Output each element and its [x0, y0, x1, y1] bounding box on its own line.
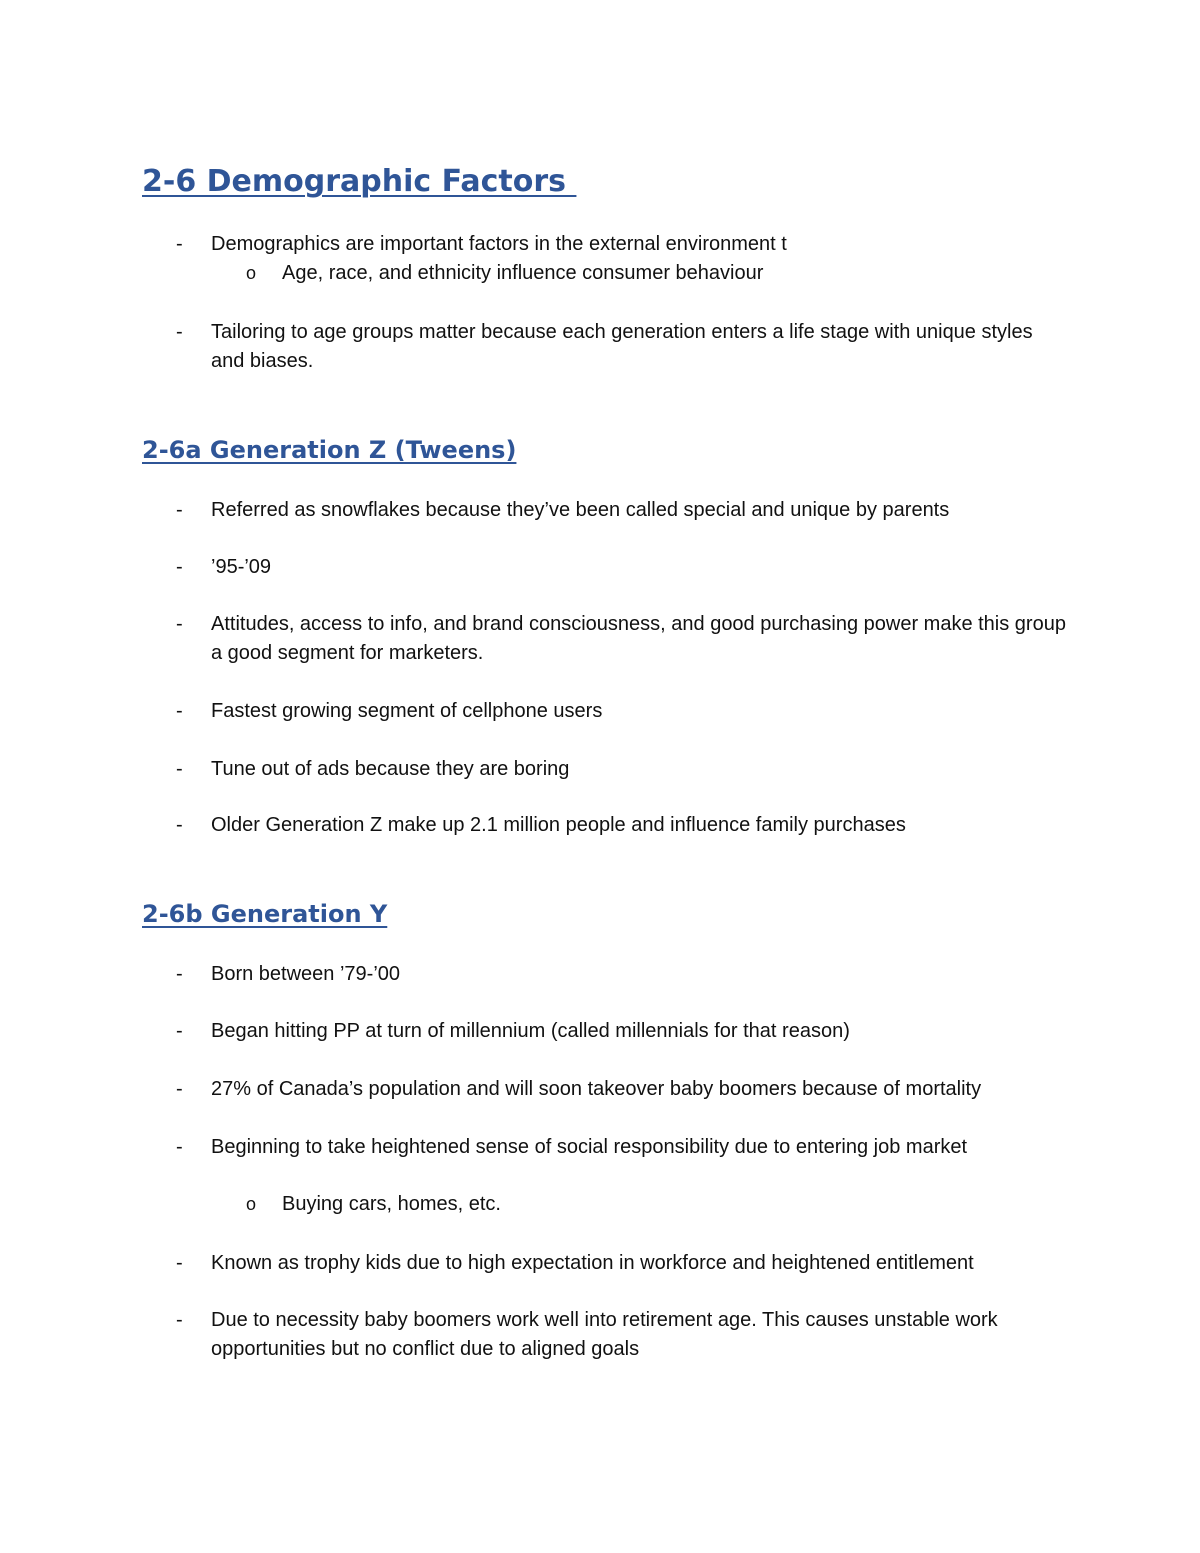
bullet-marker: - [176, 1309, 183, 1331]
heading-generation-z: 2-6a Generation Z (Tweens) [142, 436, 517, 464]
list-item-text: ’95-’09 [211, 556, 272, 578]
sub-bullet-marker: o [246, 1194, 257, 1214]
list-item-text: Beginning to take heightened sense of social responsibility due to entering job market [211, 1136, 968, 1158]
sub-list-item-text: Age, race, and ethnicity influence consumer behaviour [282, 262, 764, 284]
list-item-text: Due to necessity baby boomers work well into retirement age. This causes unstable work opportunities but no conflict due to aligned goals [211, 1309, 998, 1360]
bullet-marker: - [176, 758, 183, 780]
bullet-marker: - [176, 1078, 183, 1100]
heading-demographic-factors: 2-6 Demographic Factors [142, 164, 577, 199]
bullet-marker: - [176, 1136, 183, 1158]
bullet-marker: - [176, 963, 183, 985]
list-item-text: Born between ’79-’00 [211, 963, 401, 985]
heading-generation-y: 2-6b Generation Y [142, 900, 388, 928]
bullet-marker: - [176, 1020, 183, 1042]
bullet-marker: - [176, 613, 183, 635]
list-item-text: Referred as snowflakes because they’ve been called special and unique by parents [211, 499, 950, 521]
list-item-text: Tune out of ads because they are boring [211, 758, 570, 780]
bullet-marker: - [176, 556, 183, 578]
bullet-marker: - [176, 499, 183, 521]
bullet-marker: - [176, 700, 183, 722]
bullet-marker: - [176, 814, 183, 836]
list-item-text: Tailoring to age groups matter because each generation enters a life stage with unique styles and biases. [211, 321, 1033, 372]
list-item-text: 27% of Canada’s population and will soon takeover baby boomers because of mortality [211, 1078, 982, 1100]
list-item-text: Attitudes, access to info, and brand consciousness, and good purchasing power make this group a good segment for marketers. [211, 613, 1066, 664]
list-item-text: Older Generation Z make up 2.1 million people and influence family purchases [211, 814, 906, 836]
list-item-text: Began hitting PP at turn of millennium (called millennials for that reason) [211, 1020, 850, 1042]
sub-bullet-marker: o [246, 263, 257, 283]
bullet-marker: - [176, 321, 183, 343]
list-item-text: Known as trophy kids due to high expectation in workforce and heightened entitlement [211, 1252, 974, 1274]
sub-list-item-text: Buying cars, homes, etc. [282, 1193, 501, 1215]
list-item-text: Demographics are important factors in the external environment t [211, 233, 787, 255]
bullet-marker: - [176, 233, 183, 255]
bullet-marker: - [176, 1252, 183, 1274]
list-item-text: Fastest growing segment of cellphone users [211, 700, 603, 722]
